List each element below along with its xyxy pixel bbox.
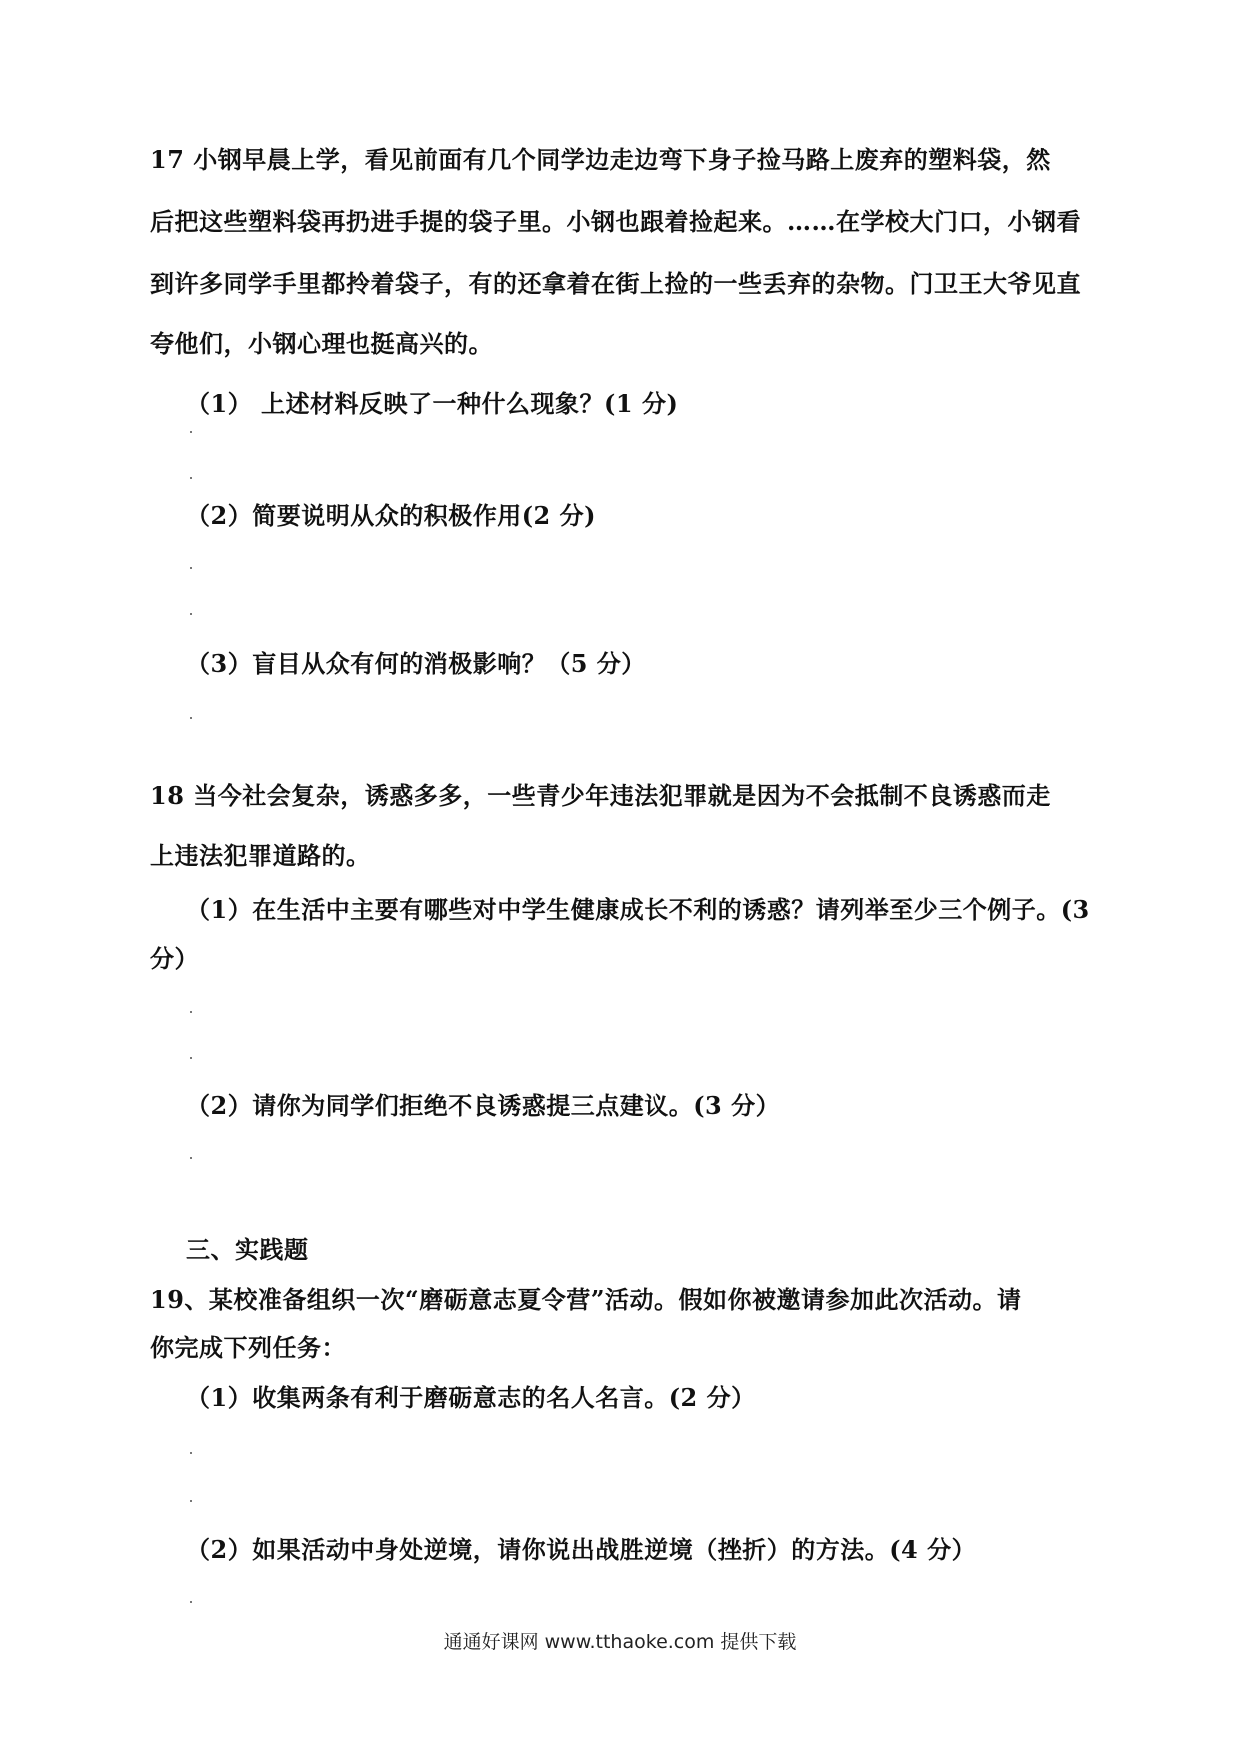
q19-subquestion-2: （2）如果活动中身处逆境，请你说出战胜逆境（挫折）的方法。(4 分） xyxy=(186,1535,977,1564)
q18-stem-line-1: 18 当今社会复杂，诱惑多多，一些青少年违法犯罪就是因为不会抵制不良诱惑而走 xyxy=(150,781,1051,810)
scan-dot xyxy=(190,1500,192,1502)
q17-stem-line-4: 夸他们，小钢心理也挺高兴的。 xyxy=(150,329,493,358)
q19-subquestion-1: （1）收集两条有利于磨砺意志的名人名言。(2 分） xyxy=(186,1383,756,1412)
q17-subquestion-2: （2）简要说明从众的积极作用(2 分) xyxy=(186,501,596,530)
q17-stem-line-3: 到许多同学手里都拎着袋子，有的还拿着在街上捡的一些丢弃的杂物。门卫王大爷见直 xyxy=(150,269,1081,298)
scan-dot xyxy=(190,431,192,433)
scan-dot xyxy=(190,1601,192,1603)
scan-dot xyxy=(190,1452,192,1454)
footer-source-note: 通通好课网 www.tthaoke.com 提供下载 xyxy=(443,1631,797,1653)
scan-dot xyxy=(190,717,192,719)
q18-subquestion-2: （2）请你为同学们拒绝不良诱惑提三点建议。(3 分） xyxy=(186,1091,781,1120)
q17-subquestion-3: （3）盲目从众有何的消极影响？（5 分） xyxy=(186,649,646,678)
q19-stem-line-2: 你完成下列任务： xyxy=(150,1333,346,1362)
q19-stem-line-1: 19、某校准备组织一次“磨砺意志夏令营”活动。假如你被邀请参加此次活动。请 xyxy=(150,1285,1022,1314)
scan-dot xyxy=(190,1157,192,1159)
q18-subquestion-1-line-1: （1）在生活中主要有哪些对中学生健康成长不利的诱惑？请列举至少三个例子。(3 xyxy=(186,895,1090,924)
q18-stem-line-2: 上违法犯罪道路的。 xyxy=(150,841,371,870)
section-heading-practice: 三、实践题 xyxy=(186,1235,309,1264)
q17-stem-line-2: 后把这些塑料袋再扔进手提的袋子里。小钢也跟着捡起来。……在学校大门口，小钢看 xyxy=(150,207,1081,236)
scan-dot xyxy=(190,1057,192,1059)
q18-subquestion-1-line-2: 分） xyxy=(150,944,199,973)
scan-dot xyxy=(190,477,192,479)
scan-dot xyxy=(190,567,192,569)
scan-dot xyxy=(190,1011,192,1013)
q17-stem-line-1: 17 小钢早晨上学，看见前面有几个同学边走边弯下身子捡马路上废弃的塑料袋，然 xyxy=(150,145,1051,174)
scan-dot xyxy=(190,613,192,615)
q17-subquestion-1: （1） 上述材料反映了一种什么现象？(1 分) xyxy=(186,389,679,418)
